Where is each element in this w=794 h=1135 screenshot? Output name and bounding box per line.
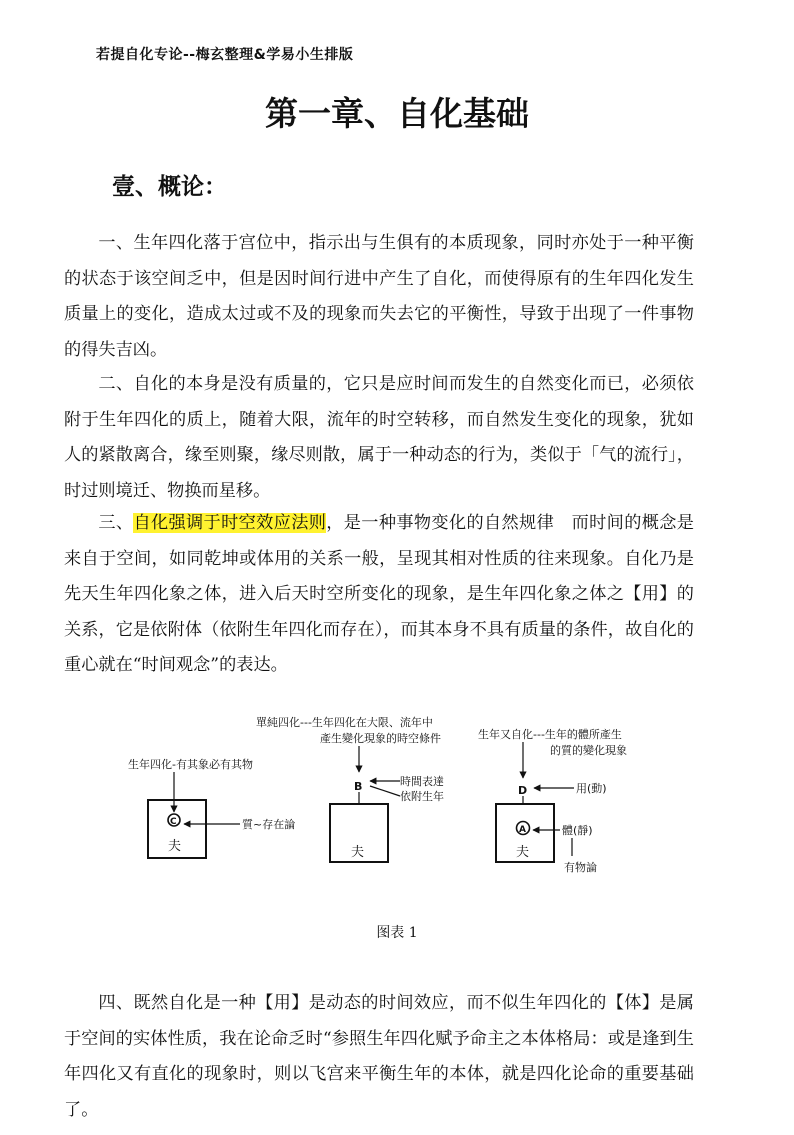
paragraph-2: 二、自化的本身是没有质量的，它只是应时间而发生的自然变化而已，必须依附于生年四化的质上，随着大限，流年的时空转移，而自然发生变化的现象，犹如人的紧散离合，缘至则聚，缘尽则散，属于一种动态的行为，类似于「气的流行」，时过则境迁、物换而星移。: [64, 374, 694, 501]
diagram3-label-inner-right: 體(靜): [562, 824, 593, 837]
diagram2-label-right-2: 依附生年: [400, 790, 444, 803]
diagram3-label-top-right: 用(動): [576, 782, 607, 795]
diagram3-marker-inner: A: [519, 825, 526, 835]
diagram-1: [128, 757, 295, 858]
diagram2-label-top-1: 單純四化---生年四化在大限、流年中: [256, 716, 433, 729]
section-title: 壹、概论：: [112, 174, 227, 200]
paragraph-3-prefix: 三、: [98, 513, 134, 533]
diagram2-box-char: 夫: [351, 845, 365, 860]
paragraph-1: 一、生年四化落于宫位中，指示出与生俱有的本质现象，同时亦处于一种平衡的状态于该空间乏中，但是因时间行进中产生了自化，而使得原有的生年四化发生质量上的变化，造成太过或不及的现象而失去它的平衡性，导致于出现了一件事物的得失吉凶。: [64, 233, 694, 360]
diagram-3: [478, 727, 627, 874]
chapter-title: 第一章、自化基础: [265, 94, 529, 133]
diagram1-marker: C: [170, 817, 177, 827]
diagram3-label-bottom: 有物論: [564, 861, 597, 874]
highlighted-phrase: 自化强调于时空效应法则: [133, 513, 327, 533]
diagram1-label-top: 生年四化-有其象必有其物: [128, 758, 253, 771]
paragraph-4: 四、既然自化是一种【用】是动态的时间效应，而不似生年四化的【体】是属于空间的实体性质，我在论命乏时“参照生年四化赋予命主之本体格局：或是逢到生年四化又有直化的现象时，则以飞宫来平衡生年的本体，就是四化论命的重要基础了。: [64, 993, 694, 1120]
diagram3-label-top-1: 生年又自化---生年的體所產生: [478, 728, 622, 741]
paragraph-3-rest: ，是一种事物变化的自然规律 而时间的概念是来自于空间，如同乾坤或体用的关系一般，呈现其相对性质的往来现象。自化乃是先天生年四化象之体，进入后天时空所变化的现象，是生年四化象之体之【用】的关系，它是依附体（依附生年四化而存在），而其本身不具有质量的条件，故自化的重心就在“时间观念”的表达。: [64, 513, 694, 675]
diagram2-label-top-2: 產生變化現象的時空條件: [320, 732, 441, 745]
diagram-2: [256, 715, 444, 862]
diagram3-marker-top: D: [518, 784, 528, 797]
figure-caption: 图表 1: [376, 925, 418, 941]
paragraph-3: [64, 506, 694, 684]
diagram3-box-char: 夫: [516, 845, 530, 860]
figure-diagram: [108, 708, 668, 898]
diagram1-label-right: 質~存在論: [242, 818, 296, 831]
running-header: 若提自化专论--梅玄整理&学易小生排版: [96, 47, 354, 63]
diagram3-label-top-2: 的質的變化現象: [550, 744, 627, 757]
diagram1-box-char: 夫: [168, 839, 182, 854]
diagram2-label-right-1: 時間表達: [400, 775, 444, 788]
diagram2-marker: B: [354, 780, 363, 793]
